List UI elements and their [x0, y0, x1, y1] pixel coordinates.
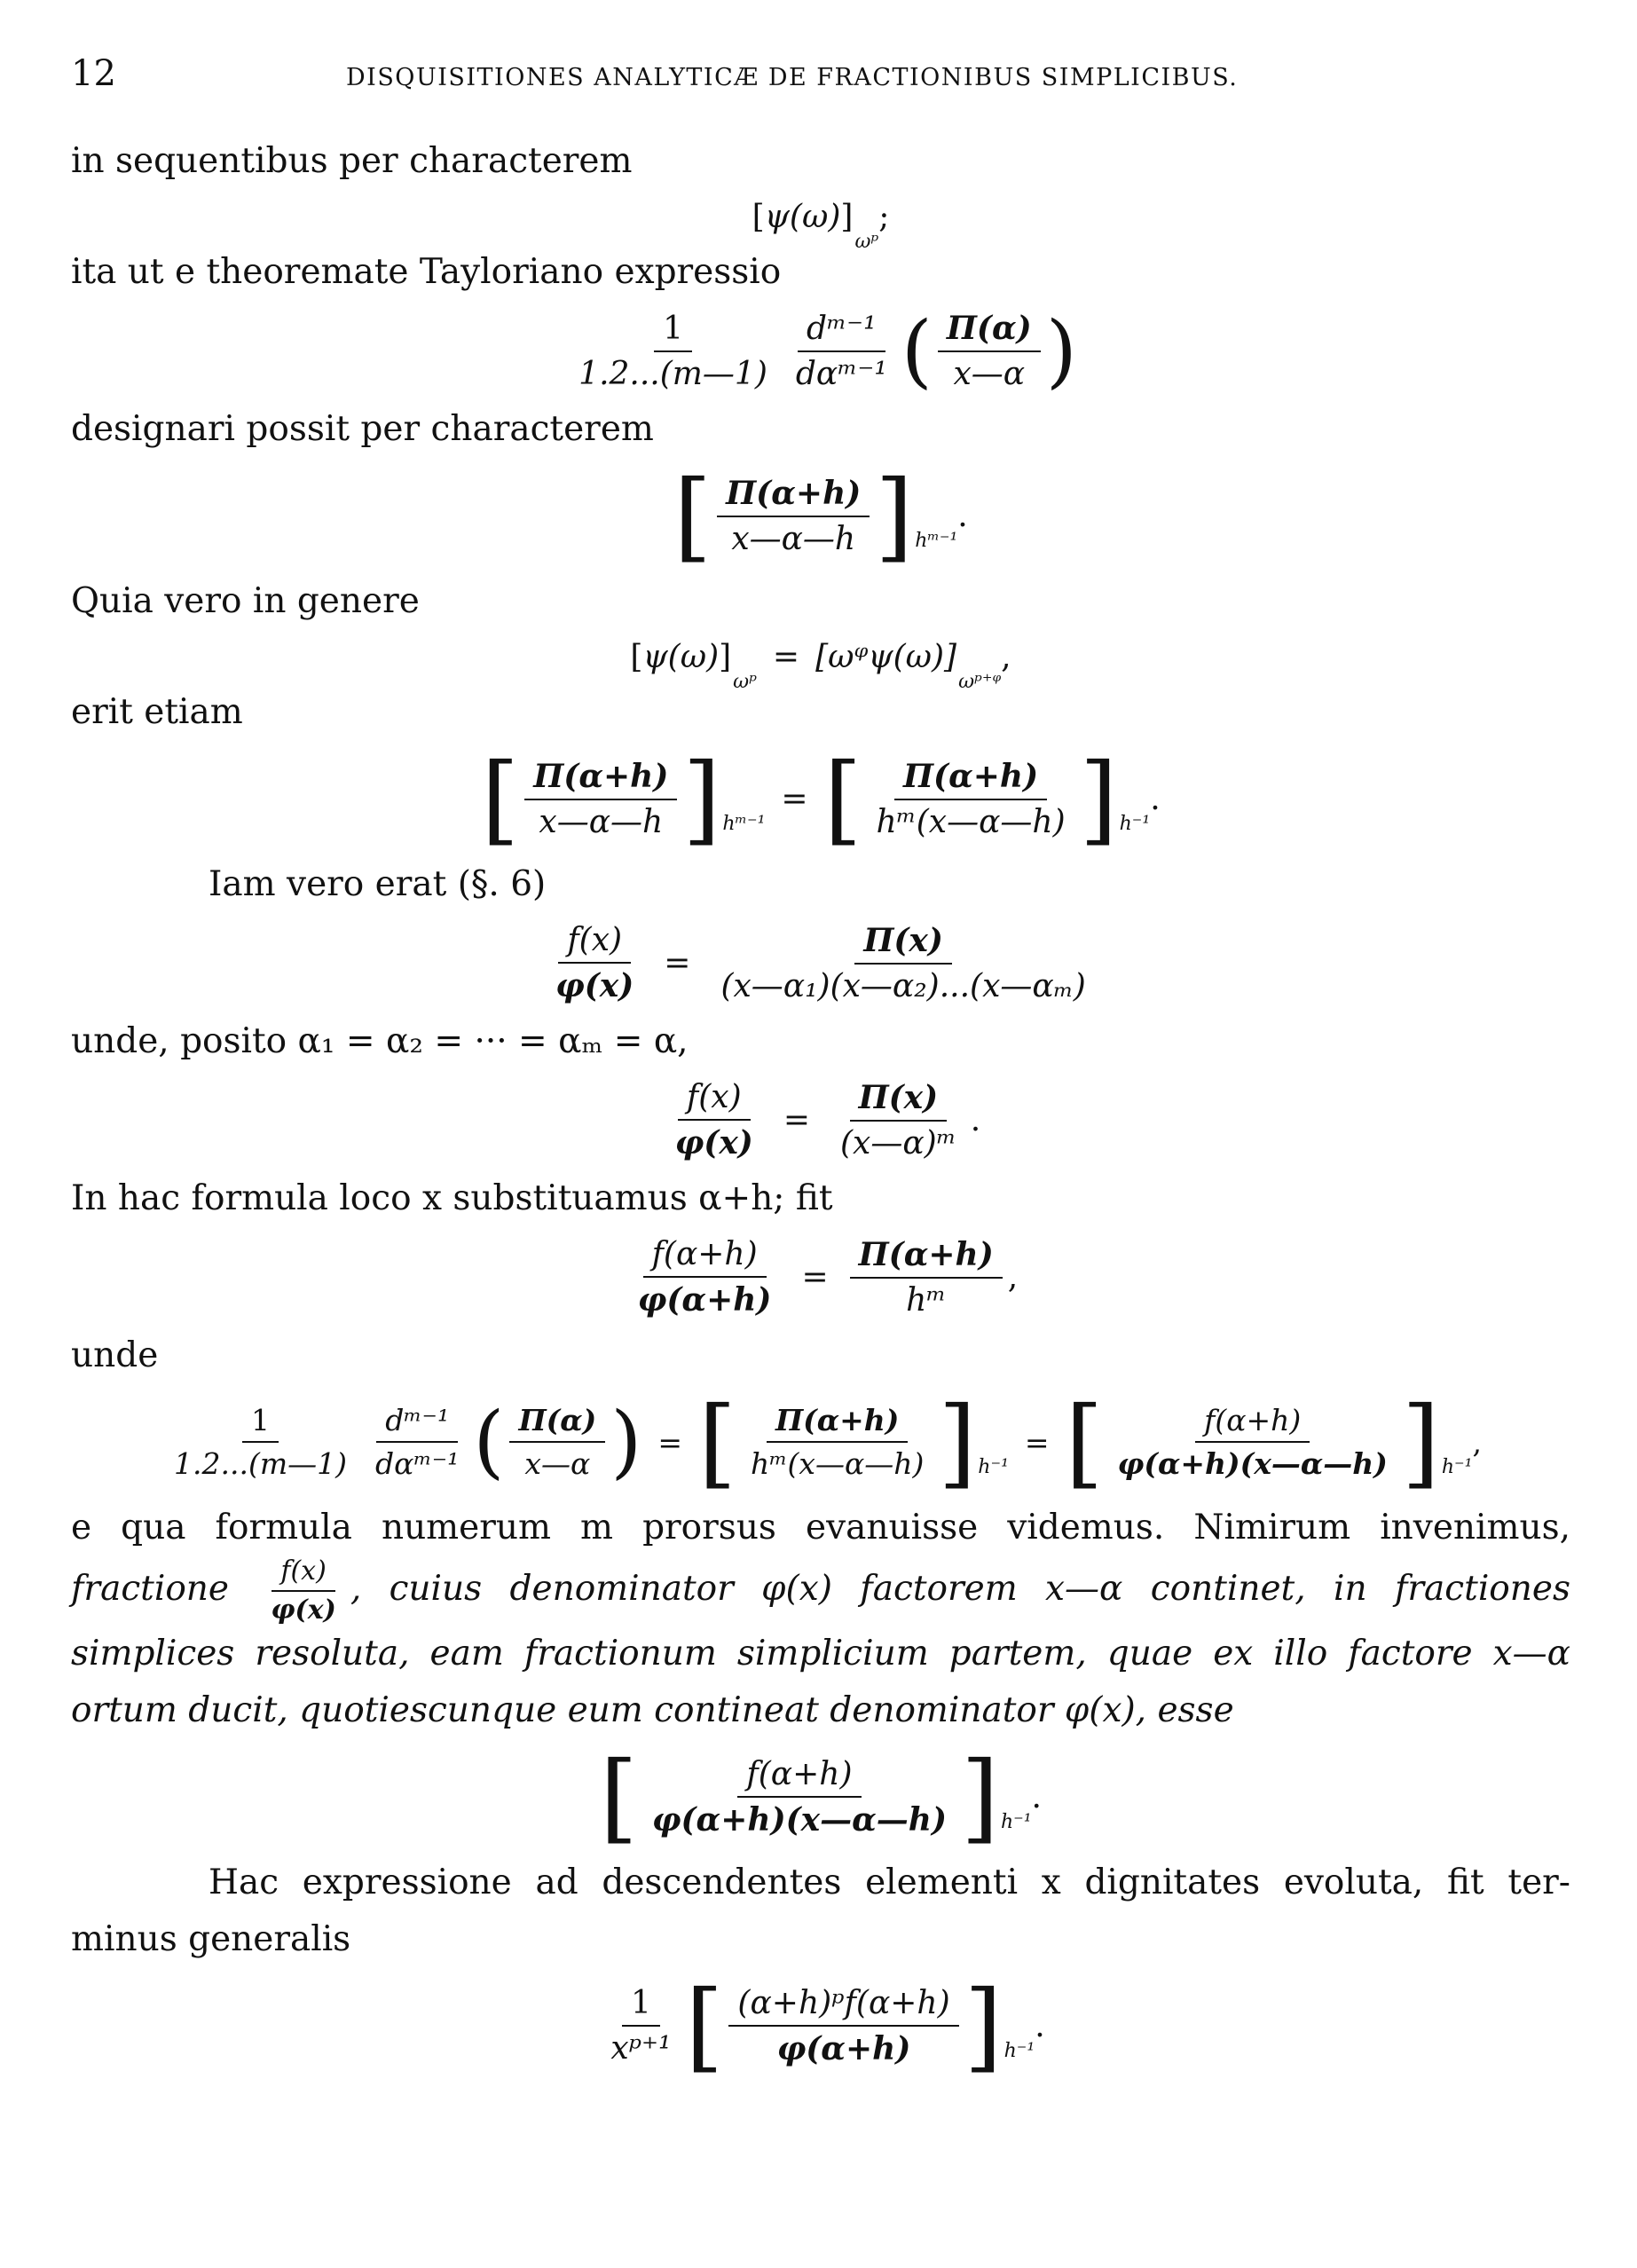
paragraph-italic: simplices resoluta, eam fractionum simplicium partem, quae ex illo factore x—α: [71, 1634, 1570, 1673]
denominator: φ(α+h)(x—α—h): [1117, 1446, 1388, 1481]
fraction: [570, 311, 776, 392]
page-number: 12: [71, 53, 116, 94]
numerator: Π(x): [850, 1079, 948, 1122]
math-term: [ωᵠψ(ω)]: [815, 639, 957, 675]
numerator: Π(α): [938, 310, 1041, 352]
fraction: [366, 1403, 468, 1481]
numerator: f(x): [272, 1556, 334, 1592]
denominator: 1.2...(m—1): [174, 1446, 348, 1481]
math-term: ψ(ω): [642, 639, 720, 675]
paragraph-italic: [71, 1556, 1570, 1626]
denominator: x—α: [953, 356, 1026, 392]
running-head: DISQUISITIONES ANALYTICÆ DE FRACTIONIBUS SIMPLICIBUS.: [346, 64, 1239, 91]
text-span: fractione: [71, 1569, 229, 1609]
fraction: [868, 758, 1074, 840]
numerator: Π(α+h): [717, 475, 870, 517]
numerator: Π(x): [854, 922, 952, 965]
page-header: [71, 53, 1570, 133]
numerator: dᵐ⁻¹: [798, 311, 885, 352]
denominator: 1.2...(m—1): [578, 355, 767, 392]
numerator: f(α+h): [737, 1756, 861, 1798]
equation-bracket-character: [ $\frac{\Pi(\alpha+h)}{x—\alpha—h}$ ] hᵐ⁻¹ .: [673, 459, 968, 572]
equation-main: $\frac{1}{1.2...(m—1)}$ $\frac{\text{dᵐ⁻¹}}{\text{dαᵐ⁻¹}}$ ( $\frac{\Pi(\alpha)}{x—\alpha}$ ) = [ $\frac{\Pi(\alpha+h)}{\text{hᵐ(x—α—h)}}$ ] h⁻¹ = [ $\frac{f(\alpha+h)}{\varphi(\alpha+h)(x—\alpha—h)}$ ] h⁻¹ ,: [71, 1393, 1570, 1491]
denominator: x—α—h: [731, 520, 856, 557]
math-subscript: ωᵖ: [733, 671, 757, 693]
paragraph: ita ut e theoremate Tayloriano expressio: [71, 252, 782, 292]
math-subscript: h⁻¹: [978, 1455, 1009, 1478]
fraction: [165, 1403, 356, 1481]
denominator: φ(x): [555, 967, 634, 1004]
denominator: hᵐ(x—α—h): [876, 803, 1066, 840]
paragraph: erit etiam: [71, 692, 243, 732]
fraction: [629, 1236, 781, 1319]
math-term: ψ(ω): [764, 199, 841, 235]
paragraph: in sequentibus per characterem: [71, 141, 633, 181]
paragraph: In hac formula loco x substituamus α+h; fit: [71, 1178, 833, 1218]
numerator: 1: [242, 1403, 279, 1443]
paragraph-italic: ortum ducit, quotiescunque eum contineat denominator φ(x), esse: [71, 1690, 1234, 1730]
fraction: [1108, 1403, 1396, 1481]
denominator: dαᵐ⁻¹: [375, 1446, 460, 1481]
paragraph: designari possit per characterem: [71, 409, 654, 449]
denominator: φ(x): [271, 1595, 336, 1626]
fraction: [602, 1985, 680, 2067]
denominator: dαᵐ⁻¹: [795, 355, 887, 392]
paragraph: unde: [71, 1335, 159, 1375]
denominator: (x—α₁)(x—α₂)...(x—αₘ): [720, 968, 1086, 1004]
paragraph: Iam vero erat (§. 6): [209, 864, 547, 904]
numerator: 1: [654, 311, 692, 352]
fraction: [712, 922, 1094, 1004]
equation-general-term: $\frac{1}{\text{xᵖ⁺¹}}$ [ $\frac{\text{(α+h)ᵖf(α+h)}}{\varphi(\alpha+h)}$ ] h⁻¹ .: [71, 1977, 1570, 2075]
numerator: Π(α+h): [894, 758, 1047, 800]
numerator: 1: [622, 1985, 660, 2027]
numerator: dᵐ⁻¹: [376, 1403, 458, 1443]
equation-psi-character: [ ψ(ω) ] ωᵖ ;: [752, 199, 890, 253]
denominator: x—α: [524, 1446, 591, 1481]
equation-substitution: $\frac{f(\alpha+h)}{\varphi(\alpha+h)}$ = $\frac{\Pi(\alpha+h)}{\text{hᵐ}}$ ,: [71, 1236, 1570, 1319]
numerator: Π(α+h): [767, 1403, 908, 1443]
denominator: hᵐ(x—α—h): [750, 1446, 925, 1481]
numerator: (α+h)ᵖf(α+h): [728, 1985, 958, 2027]
equation-psi-identity: [ ψ(ω) ] ωᵖ = [ωᵠψ(ω)] ωᵖ⁺ᵠ ,: [630, 639, 1011, 693]
fraction: [666, 1079, 762, 1162]
denominator: φ(α+h): [637, 1281, 772, 1319]
fraction: [787, 311, 896, 392]
fraction: [547, 922, 642, 1004]
numerator: Π(α+h): [524, 758, 677, 800]
math-subscript: ωᵖ: [854, 231, 879, 253]
numerator: f(x): [558, 922, 631, 964]
equation-etiam: [ $\frac{\Pi(\alpha+h)}{x—\alpha—h}$ ] hᵐ⁻¹ = [ $\frac{\Pi(\alpha+h)}{\text{hᵐ(x—α—h)}}$ ] h⁻¹ .: [481, 742, 1161, 855]
denominator: φ(α+h)(x—α—h): [651, 1800, 948, 1839]
math-subscript: hᵐ⁻¹: [915, 529, 958, 552]
math-subscript: h⁻¹: [1003, 2039, 1035, 2062]
paragraph: unde, posito α₁ = α₂ = ··· = αₘ = α,: [71, 1021, 689, 1061]
numerator: f(x): [678, 1079, 751, 1121]
fraction: [643, 1756, 956, 1839]
fraction: [728, 1985, 958, 2067]
equation-power-form: $\frac{f(x)}{\varphi(x)}$ = $\frac{\Pi(x)}{\text{(x—α)ᵐ}}$ .: [71, 1079, 1570, 1162]
math-subscript: ωᵖ⁺ᵠ: [958, 671, 1002, 693]
denominator: φ(x): [674, 1124, 753, 1162]
fraction: [938, 310, 1041, 392]
paragraph: Quia vero in genere: [71, 581, 420, 621]
fraction: [262, 1556, 344, 1626]
denominator: hᵐ: [906, 1282, 947, 1319]
denominator: φ(α+h): [776, 2029, 911, 2067]
fraction: [717, 475, 870, 557]
math-subscript: h⁻¹: [1000, 1810, 1032, 1833]
page: [71, 53, 1570, 2083]
numerator: f(α+h): [1195, 1403, 1310, 1443]
math-subscript: h⁻¹: [1441, 1455, 1473, 1478]
fraction: [524, 758, 677, 840]
text-span: , cuius denominator φ(x) factorem x—α continet, in fractiones: [350, 1569, 1570, 1609]
equation-taylor: $\frac{1}{1.2...(m—1)}$ $\frac{\text{dᵐ⁻¹}}{\text{dαᵐ⁻¹}}$ ( $\frac{\Pi(\alpha)}{x—\alpha}$ ): [71, 310, 1570, 392]
denominator: (x—α)ᵐ: [840, 1125, 956, 1162]
numerator: Π(α+h): [850, 1236, 1003, 1279]
math-subscript: h⁻¹: [1119, 812, 1151, 835]
denominator: x—α—h: [539, 803, 664, 840]
paragraph: minus generalis: [71, 1919, 351, 1959]
equation-result: [ $\frac{f(\alpha+h)}{\varphi(\alpha+h)(x—\alpha—h)}$ ] h⁻¹ .: [600, 1740, 1042, 1854]
fraction: [850, 1236, 1003, 1319]
numerator: f(α+h): [643, 1236, 767, 1278]
fraction: [509, 1403, 605, 1481]
math-subscript: hᵐ⁻¹: [722, 812, 766, 835]
fraction: [831, 1079, 965, 1162]
paragraph: Hac expressione ad descendentes elementi x dignitates evoluta, fit ter-: [209, 1862, 1570, 1902]
equation-partial-fractions: $\frac{f(x)}{\varphi(x)}$ = $\frac{\Pi(x)}{\text{(x—α₁)(x—α₂)...(x—αₘ)}}$: [71, 922, 1570, 1004]
numerator: Π(α): [509, 1403, 605, 1443]
paragraph: e qua formula numerum m prorsus evanuisse videmus. Nimirum invenimus,: [71, 1508, 1570, 1547]
fraction: [742, 1403, 933, 1481]
denominator: xᵖ⁺¹: [610, 2030, 672, 2067]
